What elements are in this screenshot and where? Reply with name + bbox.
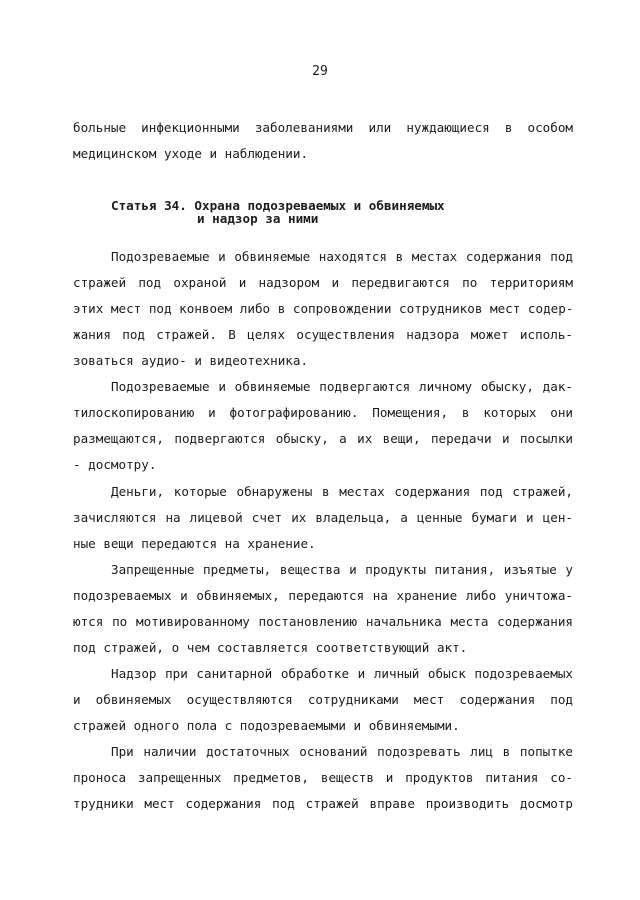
- paragraph-line: жания под стражей. В целях осуществления надзора может исполь-: [73, 327, 573, 342]
- paragraph-line: стражей под охраной и надзором и передвигаются по территориям: [73, 275, 573, 290]
- paragraph-line: тилоскопированию и фотографированию. Помещения, в которых они: [73, 405, 573, 420]
- article-heading-line-2: и надзор за ними: [197, 211, 319, 226]
- paragraph-line: ются по мотивированному постановлению начальника места содержания: [73, 614, 573, 629]
- paragraph-line: Надзор при санитарной обработке и личный обыск подозреваемых: [111, 666, 573, 681]
- paragraph-line: Деньги, которые обнаружены в местах содержания под стражей,: [111, 484, 573, 499]
- paragraph-line: зоваться аудио- и видеотехника.: [73, 353, 309, 368]
- article-heading-line-1: Статья 34. Охрана подозреваемых и обвиняемых: [111, 198, 445, 213]
- paragraph-line: Подозреваемые и обвиняемые находятся в местах содержания под: [111, 249, 573, 264]
- paragraph-line: При наличии достаточных оснований подозревать лиц в попытке: [111, 744, 573, 759]
- continuation-line: медицинском уходе и наблюдении.: [73, 146, 309, 161]
- paragraph-line: трудники мест содержания под стражей вправе производить досмотр: [73, 796, 573, 811]
- paragraph-line: Подозреваемые и обвиняемые подвергаются личному обыску, дак-: [111, 379, 573, 394]
- page-number: 29: [312, 64, 328, 79]
- paragraph-line: Запрещенные предметы, вещества и продукты питания, изъятые у: [111, 562, 573, 577]
- paragraph-line: размещаются, подвергаются обыску, а их вещи, передачи и посылки: [73, 431, 573, 446]
- paragraph-line: - досмотру.: [73, 457, 157, 472]
- paragraph-line: и обвиняемых осуществляются сотрудниками мест содержания под: [73, 692, 573, 707]
- paragraph-line: зачисляются на лицевой счет их владельца, а ценные бумаги и цен-: [73, 510, 573, 525]
- paragraph-line: этих мест под конвоем либо в сопровождении сотрудников мест содер-: [73, 301, 574, 316]
- paragraph-line: подозреваемых и обвиняемых, передаются на хранение либо уничтожа-: [73, 588, 573, 603]
- paragraph-line: проноса запрещенных предметов, веществ и продуктов питания со-: [73, 770, 573, 785]
- paragraph-line: стражей одного пола с подозреваемыми и обвиняемыми.: [73, 718, 460, 733]
- paragraph-line: ные вещи передаются на хранение.: [73, 536, 316, 551]
- continuation-line: больные инфекционными заболеваниями или нуждающиеся в особом: [73, 120, 573, 135]
- paragraph-line: под стражей, о чем составляется соответствующий акт.: [73, 640, 468, 655]
